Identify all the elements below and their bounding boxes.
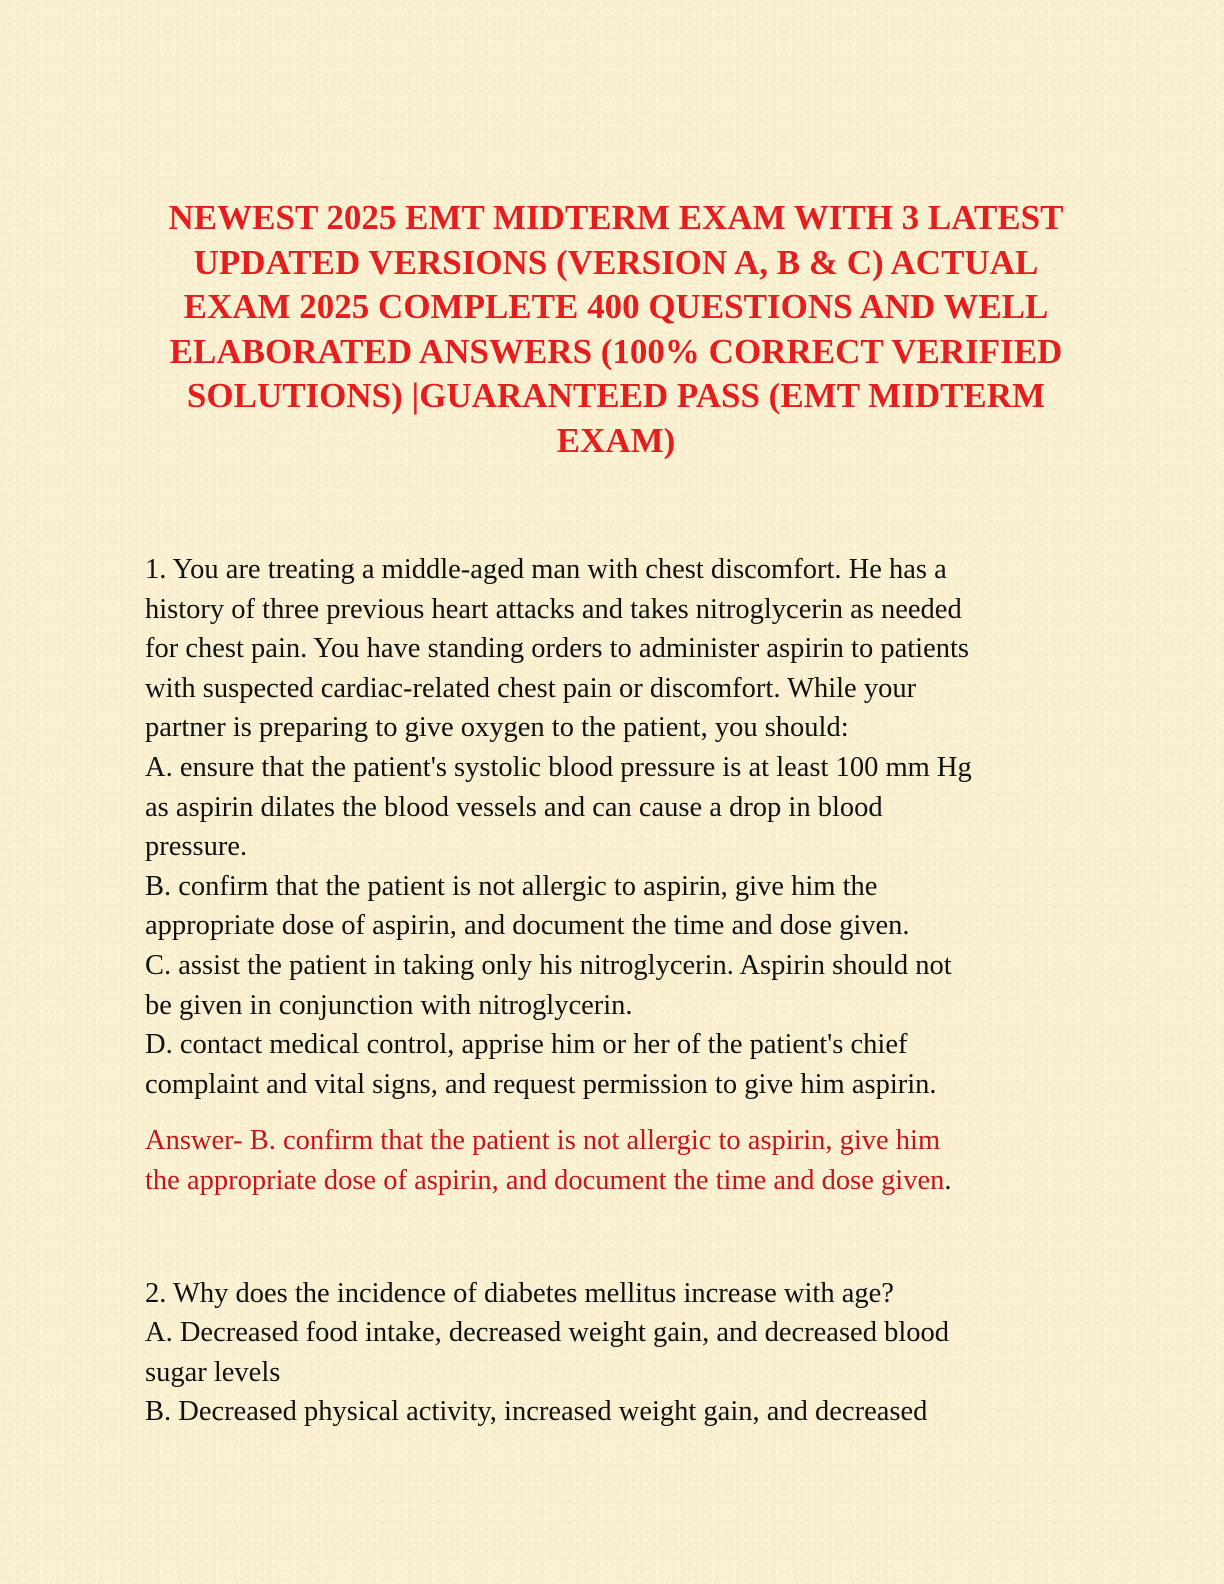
question-1 [145, 550, 1089, 1104]
document-page [145, 196, 1089, 1432]
title-line: EXAM 2025 COMPLETE 400 QUESTIONS AND WELL [183, 287, 1049, 326]
title-line: NEWEST 2025 EMT MIDTERM EXAM WITH 3 LATEST [168, 198, 1064, 237]
title-line: EXAM) [556, 420, 676, 460]
document-title [127, 196, 1105, 463]
answer-line [145, 1161, 1089, 1201]
option-a-line: A. ensure that the patient's systolic blood pressure is at least 100 mm Hg [145, 751, 972, 783]
question-1-answer [145, 1121, 1089, 1200]
question-1-stem [145, 550, 1089, 748]
option-b-line: B. Decreased physical activity, increased weight gain, and decreased [145, 1396, 928, 1428]
stem-line: 1. You are treating a middle-aged man with chest discomfort. He has a [145, 554, 947, 585]
option-b-line: B. confirm that the patient is not allergic to aspirin, give him the [145, 870, 878, 902]
stem-line: for chest pain. You have standing orders to administer aspirin to patients [145, 633, 969, 665]
option-a-line: pressure. [145, 831, 248, 863]
stem-line: history of three previous heart attacks and takes nitroglycerin as needed [145, 593, 962, 625]
option-d-line: D. contact medical control, apprise him or her of the patient's chief [145, 1029, 908, 1061]
title-line: UPDATED VERSIONS (VERSION A, B & C) ACTUAL [193, 242, 1039, 282]
title-line: SOLUTIONS) |GUARANTEED PASS (EMT MIDTERM [186, 376, 1046, 415]
stem-line: partner is preparing to give oxygen to the patient, you should: [145, 712, 849, 744]
option-b-line: appropriate dose of aspirin, and document the time and dose given. [145, 910, 910, 942]
option-d-line: complaint and vital signs, and request permission to give him aspirin. [145, 1068, 937, 1100]
answer-line: Answer- B. confirm that the patient is not allergic to aspirin, give him [145, 1125, 941, 1157]
answer-period: . [944, 1164, 952, 1196]
question-2 [145, 1274, 1089, 1432]
option-c-line: be given in conjunction with nitroglycerin. [145, 989, 633, 1021]
option-a-line: sugar levels [145, 1356, 281, 1388]
option-c-line: C. assist the patient in taking only his nitroglycerin. Aspirin should not [145, 949, 952, 981]
option-a-line: as aspirin dilates the blood vessels and can cause a drop in blood [145, 791, 883, 823]
question-2-stem: 2. Why does the incidence of diabetes mellitus increase with age? [145, 1277, 894, 1309]
stem-line: with suspected cardiac-related chest pain or discomfort. While your [145, 672, 917, 704]
answer-text: the appropriate dose of aspirin, and document the time and dose given [145, 1164, 945, 1196]
question-1-options [145, 748, 1089, 1104]
option-a-line: A. Decreased food intake, decreased weight gain, and decreased blood [145, 1317, 949, 1349]
title-line: ELABORATED ANSWERS (100% CORRECT VERIFIED [169, 331, 1063, 371]
